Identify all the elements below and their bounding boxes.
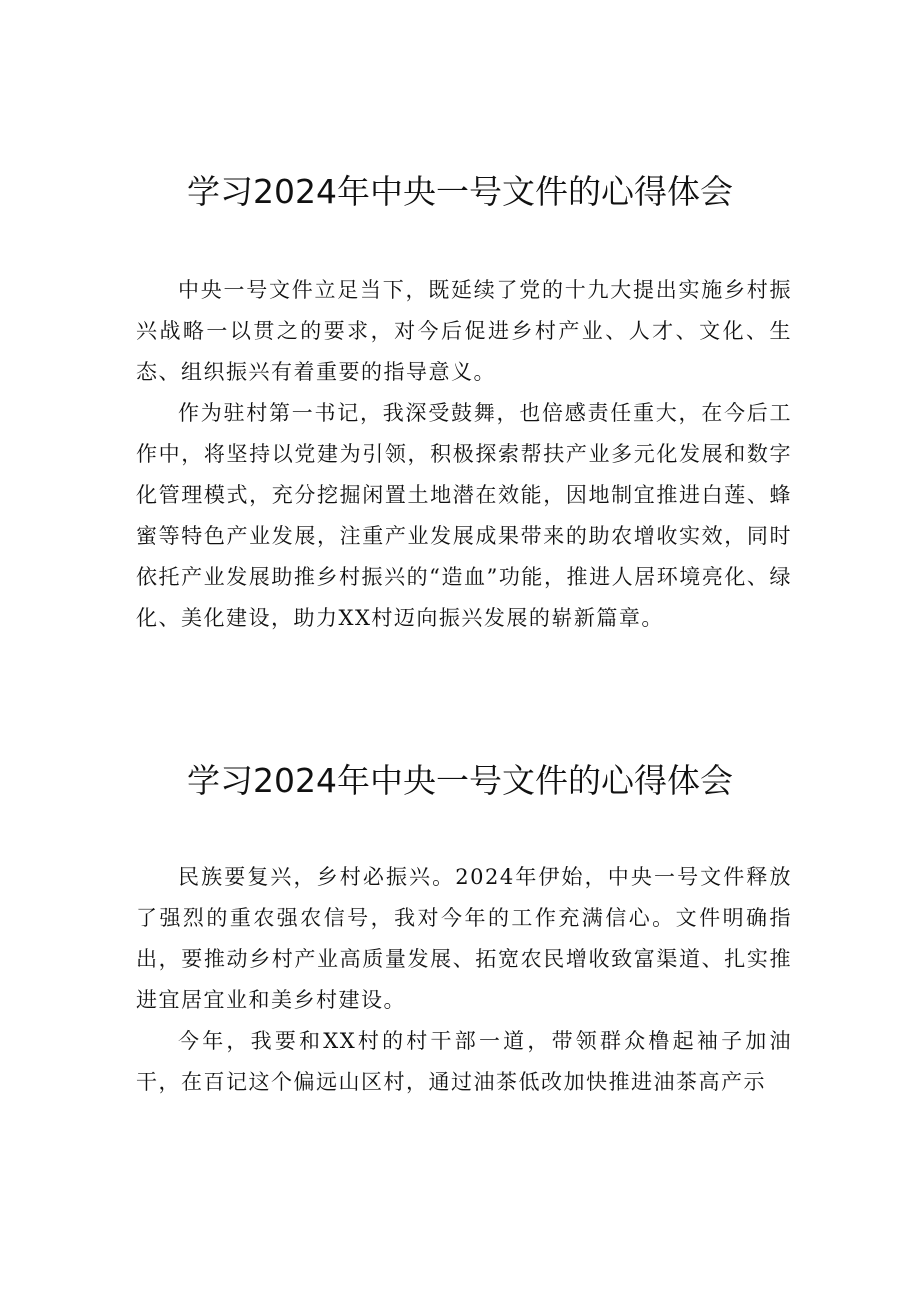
section-2-paragraph-1: 民族要复兴，乡村必振兴。2024年伊始，中央一号文件释放了强烈的重农强农信号，我对今年的工作充满信心。文件明确指出，要推动乡村产业高质量发展、拓宽农民增收致富渠道、扎实推进宜居宜业和美乡村建设。: [136, 865, 792, 1012]
section-1-paragraph-2: 作为驻村第一书记，我深受鼓舞，也倍感责任重大，在今后工作中，将坚持以党建为引领，积极探索帮扶产业多元化发展和数字化管理模式，充分挖掘闲置土地潜在效能，因地制宜推进白莲、蜂蜜等特色产业发展，注重产业发展成果带来的助农增收实效，同时依托产业发展助推乡村振兴的“造血”功能，推进人居环境亮化、绿化、美化建设，助力XX村迈向振兴发展的崭新篇章。: [136, 401, 792, 630]
section-1-body: [136, 270, 792, 639]
section-2-body: [136, 857, 792, 1103]
section-2-title: 学习2024年中央一号文件的心得体会: [187, 761, 733, 800]
section-2-paragraph-2: 今年，我要和XX村的村干部一道，带领群众橹起袖子加油干，在百记这个偏远山区村，通过油茶低改加快推进油茶高产示: [136, 1029, 792, 1094]
section-1-paragraph-1: 中央一号文件立足当下，既延续了党的十九大提出实施乡村振兴战略一以贯之的要求，对今后促进乡村产业、人才、文化、生态、组织振兴有着重要的指导意义。: [136, 278, 792, 384]
section-1-title: 学习2024年中央一号文件的心得体会: [187, 172, 733, 211]
